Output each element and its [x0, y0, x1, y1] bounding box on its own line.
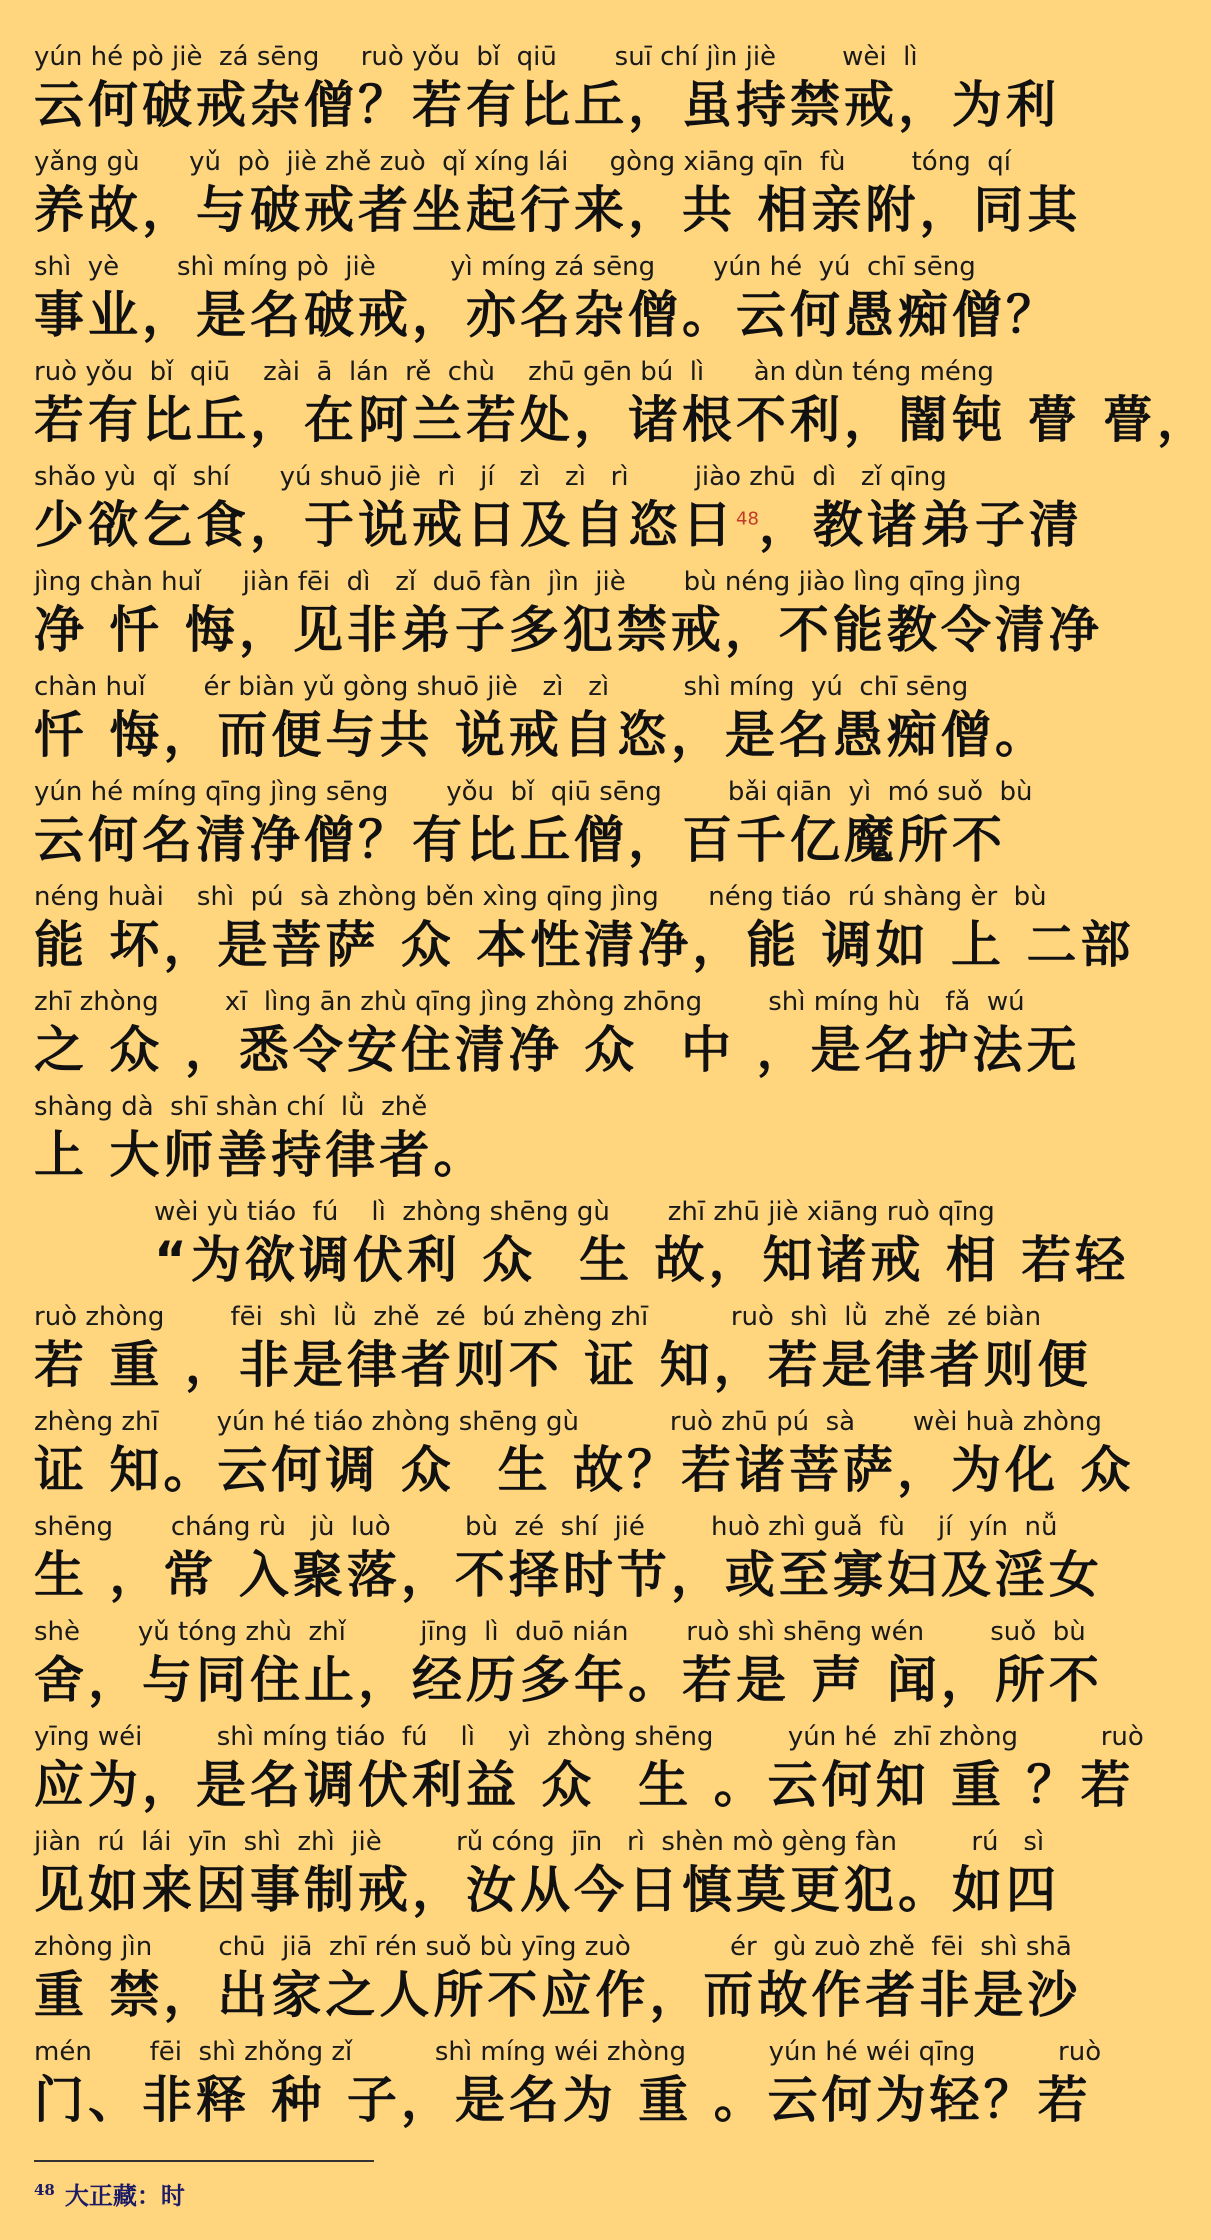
chinese-text: [34, 1124, 1050, 1186]
text-line: [34, 1510, 1103, 1615]
chinese-text: [34, 2069, 1092, 2131]
pinyin-annotation: mén fēi shì zhǒng zǐ shì míng wéi zhòng yún hé wéi qīng ruò: [34, 2037, 1102, 2067]
pinyin-annotation: zhòng jìn chū jiā zhī rén suǒ bù yīng zuò ér gù zuò zhě fēi shì shā: [34, 1932, 1072, 1962]
pinyin-annotation: yīng wéi shì míng tiáo fú lì yì zhòng shēng yún hé zhī zhòng ruò: [34, 1722, 1144, 1752]
pinyin-annotation: shàng dà shī shàn chí lǜ zhě: [34, 1092, 428, 1122]
chinese-text: [34, 179, 1082, 241]
chinese-text: [34, 284, 1060, 346]
pinyin-annotation: yǎng gù yǔ pò jiè zhě zuò qǐ xíng lái gòng xiāng qīn fù tóng qí: [34, 147, 1011, 177]
text-line: [34, 40, 1060, 145]
chinese-text-segment: 忏 悔，而便与共 说戒自恣，是名愚痴僧。: [34, 706, 1049, 764]
text-line: [34, 670, 1050, 775]
chinese-text: [34, 74, 1060, 136]
text-line: [34, 1090, 1050, 1195]
pinyin-annotation: jiàn rú lái yīn shì zhì jiè rǔ cóng jīn rì shèn mò gèng fàn rú sì: [34, 1827, 1045, 1857]
chinese-text: [34, 1334, 1092, 1396]
chinese-text: [34, 1544, 1103, 1606]
footnote-area: [34, 2160, 1034, 2211]
pinyin-annotation: chàn huǐ ér biàn yǔ gòng shuō jiè zì zì shì míng yú chī sēng: [34, 672, 969, 702]
chinese-text-segment: 云何名清净僧？有比丘僧，百千亿魔所不: [34, 811, 1006, 869]
text-line: [34, 880, 1135, 985]
pinyin-annotation: yún hé pò jiè zá sēng ruò yǒu bǐ qiū suī chí jìn jiè wèi lì: [34, 42, 918, 72]
footnote-marker[interactable]: 48: [736, 508, 759, 530]
chinese-text: [34, 1964, 1082, 2026]
chinese-text: [34, 914, 1135, 976]
pinyin-annotation: shè yǔ tóng zhù zhǐ jīng lì duō nián ruò shì shēng wén suǒ bù: [34, 1617, 1086, 1647]
pinyin-annotation: ruò zhòng fēi shì lǜ zhě zé bú zhèng zhī ruò shì lǜ zhě zé biàn: [34, 1302, 1042, 1332]
chinese-text: [34, 1649, 1103, 1711]
pinyin-annotation: zhèng zhī yún hé tiáo zhòng shēng gù ruò zhū pú sà wèi huà zhòng: [34, 1407, 1102, 1437]
text-line: [34, 1930, 1082, 2035]
chinese-text: [34, 494, 1083, 556]
pinyin-annotation: shǎo yù qǐ shí yú shuō jiè rì jí zì zì rì jiào zhū dì zǐ qīng: [34, 462, 947, 492]
chinese-text-segment: 净 忏 悔，见非弟子多犯禁戒，不能教令清净: [34, 601, 1103, 659]
text-line: [34, 985, 1081, 1090]
chinese-text: [34, 1439, 1135, 1501]
chinese-text: [34, 704, 1050, 766]
chinese-text-segment: 重 禁，出家之人所不应作，而故作者非是沙: [34, 1966, 1082, 2024]
chinese-text-segment: 养故，与破戒者坐起行来，共 相亲附，同其: [34, 181, 1082, 239]
text-line: [34, 460, 1083, 565]
chinese-text-segment: 证 知。云何调 众 生 故？若诸菩萨，为化 众: [34, 1441, 1135, 1499]
pinyin-annotation: yún hé míng qīng jìng sēng yǒu bǐ qiū sēng bǎi qiān yì mó suǒ bù: [34, 777, 1033, 807]
chinese-text-segment: 上 大师善持律者。: [34, 1126, 488, 1184]
pinyin-annotation: néng huài shì pú sà zhòng běn xìng qīng jìng néng tiáo rú shàng èr bù: [34, 882, 1047, 912]
text-line: [34, 1825, 1060, 1930]
chinese-text-segment: 之 众 ，悉令安住清净 众 中 ，是名护法无: [34, 1021, 1081, 1079]
chinese-text: [34, 1019, 1081, 1081]
text-line: [34, 355, 1211, 460]
pinyin-annotation: shēng cháng rù jù luò bù zé shí jié huò zhì guǎ fù jí yín nǚ: [34, 1512, 1058, 1542]
text-line: [34, 775, 1050, 880]
chinese-text: [154, 1229, 1130, 1291]
pinyin-annotation: ruò yǒu bǐ qiū zài ā lán rě chù zhū gēn bú lì àn dùn téng méng: [34, 357, 994, 387]
chinese-text: [34, 599, 1103, 661]
text-line: [34, 1300, 1092, 1405]
chinese-text-segment: “为欲调伏利 众 生 故，知诸戒 相 若轻: [154, 1231, 1130, 1289]
chinese-text-segment: 舍，与同住止，经历多年。若是 声 闻，所不: [34, 1651, 1103, 1709]
chinese-text-segment: ，教诸弟子清: [758, 496, 1083, 554]
pinyin-annotation: jìng chàn huǐ jiàn fēi dì zǐ duō fàn jìn jiè bù néng jiào lìng qīng jìng: [34, 567, 1022, 597]
chinese-text-segment: 若 重 ，非是律者则不 证 知，若是律者则便: [34, 1336, 1092, 1394]
chinese-text-segment: 应为，是名调伏利益 众 生 。云何知 重 ？若: [34, 1756, 1135, 1814]
chinese-text-segment: 生 ，常 入聚落，不择时节，或至寡妇及淫女: [34, 1546, 1103, 1604]
pinyin-annotation: wèi yù tiáo fú lì zhòng shēng gù zhī zhū jiè xiāng ruò qīng: [154, 1197, 995, 1227]
pinyin-annotation: shì yè shì míng pò jiè yì míng zá sēng yún hé yú chī sēng: [34, 252, 976, 282]
text-line: [34, 1405, 1135, 1510]
chinese-text-segment: 事业，是名破戒，亦名杂僧。云何愚痴僧？: [34, 286, 1060, 344]
footnote-text: 大正藏：时: [64, 2181, 185, 2210]
text-line: [34, 1720, 1144, 1825]
footnote-number: 48: [34, 2181, 55, 2199]
chinese-text-segment: 门、非释 种 子，是名为 重 。云何为轻？若: [34, 2071, 1092, 2129]
chinese-text: [34, 809, 1050, 871]
text-line: [34, 565, 1103, 670]
pinyin-annotation: zhī zhòng xī lìng ān zhù qīng jìng zhòng zhōng shì míng hù fǎ wú: [34, 987, 1025, 1017]
text-line: [34, 1195, 1130, 1300]
chinese-text: [34, 1859, 1060, 1921]
footnote: [34, 2176, 1034, 2211]
chinese-text: [34, 1754, 1135, 1816]
footnote-divider: [34, 2160, 374, 2162]
chinese-text: [34, 389, 1211, 451]
chinese-text-segment: 见如来因事制戒，汝从今日慎莫更犯。如四: [34, 1861, 1060, 1919]
text-line: [34, 250, 1060, 355]
text-body: [34, 40, 1211, 2140]
chinese-text-segment: 云何破戒杂僧？若有比丘，虽持禁戒，为利: [34, 76, 1060, 134]
chinese-text-segment: 少欲乞食，于说戒日及自恣日: [34, 496, 736, 554]
text-line: [34, 2035, 1102, 2140]
text-line: [34, 145, 1082, 250]
chinese-text-segment: 若有比丘，在阿兰若处，诸根不利，闇钝 瞢 瞢，: [34, 391, 1211, 449]
text-line: [34, 1615, 1103, 1720]
chinese-text-segment: 能 坏，是菩萨 众 本性清净，能 调如 上 二部: [34, 916, 1135, 974]
